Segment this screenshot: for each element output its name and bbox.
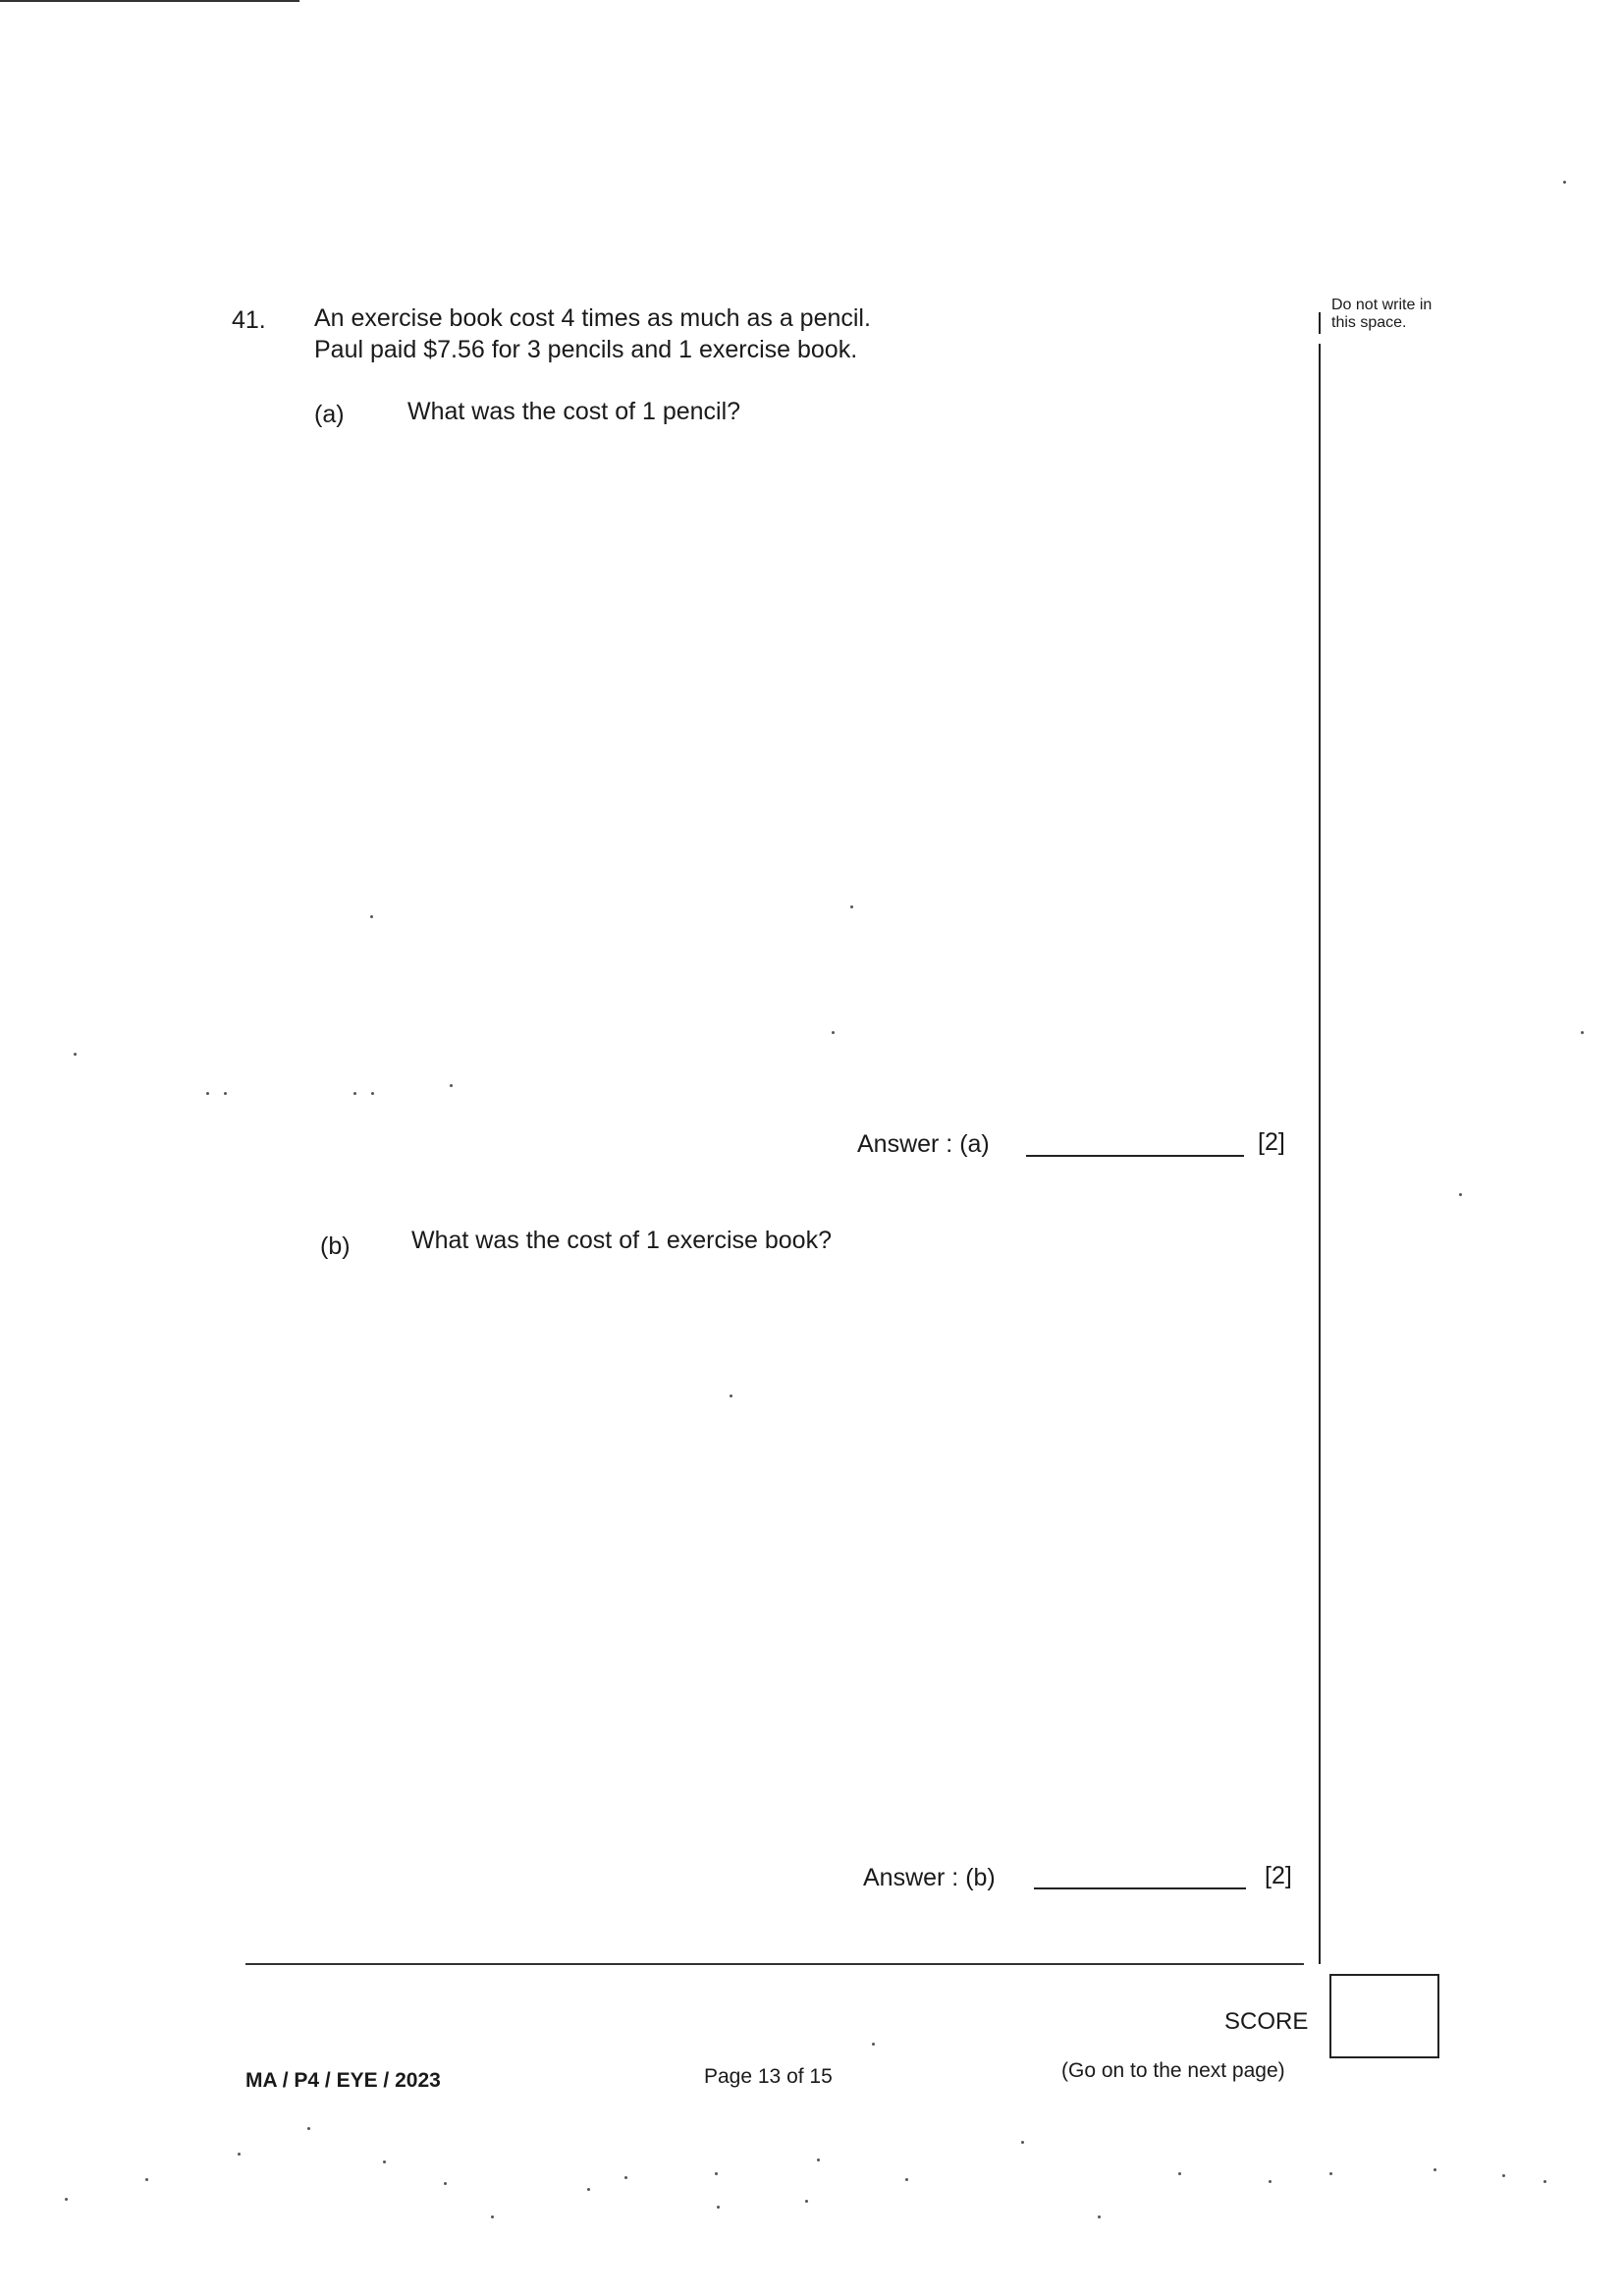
scan-speck xyxy=(1329,2172,1332,2175)
scan-speck xyxy=(850,905,853,908)
margin-note: Do not write in this space. xyxy=(1331,297,1433,331)
next-page-note: (Go on to the next page) xyxy=(1061,2059,1285,2082)
scan-speck xyxy=(383,2160,386,2163)
score-box[interactable] xyxy=(1329,1974,1439,2058)
scan-speck xyxy=(587,2188,590,2191)
scan-speck xyxy=(832,1031,835,1034)
scan-speck xyxy=(1269,2180,1272,2183)
scan-speck xyxy=(1543,2180,1546,2183)
part-a-question: What was the cost of 1 pencil? xyxy=(407,398,741,425)
page-number: Page 13 of 15 xyxy=(704,2065,833,2088)
scan-speck xyxy=(1098,2215,1101,2218)
question-line-2: Paul paid $7.56 for 3 pencils and 1 exercise book. xyxy=(314,336,858,363)
scan-speck xyxy=(1434,2168,1436,2171)
scan-speck xyxy=(370,915,373,918)
part-b-marks: [2] xyxy=(1265,1862,1292,1889)
scan-speck xyxy=(74,1053,77,1056)
scan-speck xyxy=(491,2215,494,2218)
scan-speck xyxy=(1502,2174,1505,2177)
part-b-answer-label: Answer : (b) xyxy=(863,1864,996,1891)
scan-speck xyxy=(371,1092,374,1095)
scan-speck xyxy=(905,2178,908,2181)
part-a-label: (a) xyxy=(314,401,345,428)
scan-speck xyxy=(450,1084,453,1087)
scan-speck xyxy=(624,2176,627,2179)
part-a-marks: [2] xyxy=(1258,1128,1285,1156)
scan-speck xyxy=(805,2200,808,2203)
question-stem xyxy=(314,302,871,365)
scan-speck xyxy=(1178,2172,1181,2175)
part-b-question: What was the cost of 1 exercise book? xyxy=(411,1227,832,1254)
question-number: 41. xyxy=(232,306,266,334)
scan-speck xyxy=(206,1092,209,1095)
scan-speck xyxy=(730,1394,732,1397)
scan-speck xyxy=(307,2127,310,2130)
margin-tick xyxy=(1319,312,1321,334)
part-a-answer-blank[interactable] xyxy=(1026,1155,1244,1157)
bottom-rule xyxy=(245,1963,1304,1965)
scan-speck xyxy=(715,2172,718,2175)
scan-speck xyxy=(1459,1193,1462,1196)
scan-speck xyxy=(238,2153,241,2156)
scan-speck xyxy=(817,2159,820,2161)
scan-speck xyxy=(1581,1031,1584,1034)
scan-speck xyxy=(145,2178,148,2181)
scan-speck xyxy=(65,2198,68,2201)
scan-speck xyxy=(444,2182,447,2185)
margin-rule xyxy=(1319,344,1321,1964)
part-b-answer-blank[interactable] xyxy=(1034,1887,1246,1889)
score-label: SCORE xyxy=(1224,2008,1309,2035)
scan-speck xyxy=(1563,181,1566,184)
scan-speck xyxy=(353,1092,356,1095)
part-a-answer-label: Answer : (a) xyxy=(857,1130,990,1158)
scan-speck xyxy=(224,1092,227,1095)
question-line-1: An exercise book cost 4 times as much as a pencil. xyxy=(314,304,871,332)
paper-code: MA / P4 / EYE / 2023 xyxy=(245,2069,441,2092)
top-edge-rule xyxy=(0,0,299,2)
scan-speck xyxy=(1021,2141,1024,2144)
scan-speck xyxy=(717,2206,720,2209)
scan-speck xyxy=(872,2043,875,2046)
part-b-label: (b) xyxy=(320,1232,351,1260)
